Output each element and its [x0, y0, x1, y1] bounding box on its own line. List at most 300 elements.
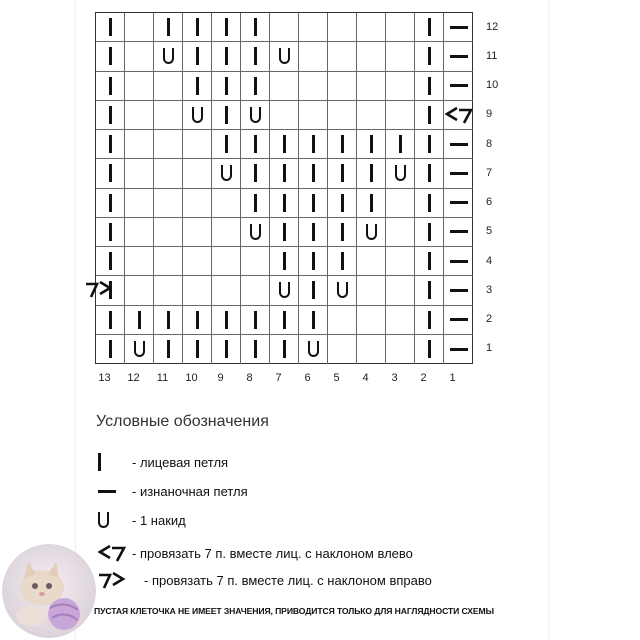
- knit-stitch-icon: [254, 194, 257, 212]
- knit-stitch-icon: [428, 77, 431, 95]
- chart-cell: [444, 42, 473, 71]
- chart-cell: [212, 101, 241, 130]
- yarn-over-icon: [279, 48, 290, 64]
- knit-stitch-icon: [109, 164, 112, 182]
- row-number: 2: [486, 313, 493, 326]
- knitting-chart-grid: [95, 12, 473, 364]
- chart-cell: [328, 306, 357, 335]
- knit-stitch-icon: [225, 77, 228, 95]
- chart-cell: [154, 42, 183, 71]
- chart-cell: [125, 276, 154, 305]
- chart-cell: [415, 335, 444, 364]
- knit-stitch-icon: [312, 252, 315, 270]
- knit-stitch-icon: [428, 252, 431, 270]
- chart-cell: [357, 101, 386, 130]
- chart-cell: [154, 13, 183, 42]
- chart-cell: [444, 306, 473, 335]
- knit-stitch-icon: [283, 223, 286, 241]
- chart-cell: [125, 335, 154, 364]
- chart-cell: [386, 13, 415, 42]
- chart-cell: [96, 218, 125, 247]
- chart-cell: [415, 72, 444, 101]
- chart-cell: [183, 247, 212, 276]
- chart-cell: [125, 130, 154, 159]
- chart-cell: [96, 306, 125, 335]
- chart-cell: [212, 130, 241, 159]
- chart-cell: [241, 130, 270, 159]
- chart-cell: [241, 218, 270, 247]
- chart-cell: [357, 306, 386, 335]
- knit-stitch-icon: [225, 340, 228, 358]
- knit-stitch-icon: [98, 453, 101, 471]
- legend-symbol: [98, 541, 132, 565]
- chart-cell: [241, 189, 270, 218]
- knit-stitch-icon: [254, 47, 257, 65]
- row-number: 8: [486, 137, 493, 150]
- chart-cell: [183, 159, 212, 188]
- chart-cell: [444, 276, 473, 305]
- chart-cell: [357, 335, 386, 364]
- chart-cell: [212, 72, 241, 101]
- chart-cell: [299, 159, 328, 188]
- chart-cell: [125, 306, 154, 335]
- chart-cell: [212, 335, 241, 364]
- chart-cell: [154, 159, 183, 188]
- chart-cell: [270, 276, 299, 305]
- purl-stitch-icon: [450, 230, 468, 233]
- chart-cell: [415, 189, 444, 218]
- knit-stitch-icon: [428, 340, 431, 358]
- chart-cell: [415, 130, 444, 159]
- chart-cell: [386, 306, 415, 335]
- chart-cell: [444, 189, 473, 218]
- chart-cell: [386, 42, 415, 71]
- chart-cell: [386, 218, 415, 247]
- chart-cell: [415, 101, 444, 130]
- chart-cell: [270, 335, 299, 364]
- chart-cell: [125, 13, 154, 42]
- purl-stitch-icon: [450, 26, 468, 29]
- chart-cell: [328, 130, 357, 159]
- knit-stitch-icon: [109, 194, 112, 212]
- chart-cell: [125, 72, 154, 101]
- row-number: 6: [486, 196, 493, 209]
- legend-symbol: [98, 568, 144, 592]
- chart-cell: [357, 13, 386, 42]
- knit-stitch-icon: [254, 311, 257, 329]
- knit-stitch-icon: [428, 311, 431, 329]
- decrease-right-icon: [98, 570, 126, 590]
- chart-cell: [444, 13, 473, 42]
- knit-stitch-icon: [428, 281, 431, 299]
- chart-cell: [241, 159, 270, 188]
- footnote: ПУСТАЯ КЛЕТОЧКА НЕ ИМЕЕТ ЗНАЧЕНИЯ, ПРИВОДИТСЯ ТОЛЬКО ДЛЯ НАГЛЯДНОСТИ СХЕМЫ: [94, 606, 494, 616]
- outside-mark: [85, 279, 113, 299]
- yarn-over-icon: [337, 282, 348, 298]
- chart-cell: [415, 42, 444, 71]
- knit-stitch-icon: [312, 281, 315, 299]
- knit-stitch-icon: [341, 164, 344, 182]
- column-number: 13: [98, 372, 111, 384]
- knit-stitch-icon: [370, 164, 373, 182]
- knit-stitch-icon: [428, 47, 431, 65]
- chart-cell: [386, 189, 415, 218]
- legend-item: [98, 541, 413, 565]
- knit-stitch-icon: [312, 135, 315, 153]
- column-number: 2: [420, 372, 427, 384]
- row-number: 5: [486, 225, 493, 238]
- chart-cell: [415, 306, 444, 335]
- chart-cell: [125, 189, 154, 218]
- chart-cell: [96, 72, 125, 101]
- knit-stitch-icon: [283, 252, 286, 270]
- knit-stitch-icon: [254, 18, 257, 36]
- column-number: 4: [362, 372, 369, 384]
- legend-item: [98, 568, 432, 592]
- purl-stitch-icon: [450, 84, 468, 87]
- knit-stitch-icon: [167, 18, 170, 36]
- yarn-over-icon: [250, 224, 261, 240]
- knit-stitch-icon: [196, 77, 199, 95]
- chart-cell: [328, 335, 357, 364]
- purl-stitch-icon: [98, 490, 116, 493]
- chart-cell: [183, 218, 212, 247]
- legend-text: - изнаночная петля: [132, 483, 248, 499]
- chart-cell: [154, 101, 183, 130]
- column-number: 6: [304, 372, 311, 384]
- chart-cell: [154, 218, 183, 247]
- chart-cell: [241, 101, 270, 130]
- knit-stitch-icon: [225, 311, 228, 329]
- knit-stitch-icon: [138, 311, 141, 329]
- chart-cell: [212, 42, 241, 71]
- row-number: 4: [486, 254, 493, 267]
- chart-cell: [328, 218, 357, 247]
- chart-cell: [299, 247, 328, 276]
- knit-stitch-icon: [428, 135, 431, 153]
- legend-item: [98, 508, 186, 532]
- yarn-over-icon: [134, 341, 145, 357]
- knit-stitch-icon: [341, 252, 344, 270]
- chart-cell: [154, 247, 183, 276]
- knit-stitch-icon: [283, 164, 286, 182]
- chart-cell: [241, 13, 270, 42]
- decrease-left-icon: [445, 105, 473, 125]
- knit-stitch-icon: [196, 18, 199, 36]
- chart-cell: [328, 72, 357, 101]
- knit-stitch-icon: [109, 47, 112, 65]
- yarn-over-icon: [192, 107, 203, 123]
- chart-cell: [154, 130, 183, 159]
- legend-symbol: [98, 479, 132, 503]
- knit-stitch-icon: [341, 135, 344, 153]
- knit-stitch-icon: [196, 47, 199, 65]
- knit-stitch-icon: [312, 223, 315, 241]
- chart-cell: [96, 335, 125, 364]
- yarn-over-icon: [366, 224, 377, 240]
- row-number: 3: [486, 283, 493, 296]
- chart-cell: [154, 72, 183, 101]
- chart-cell: [125, 159, 154, 188]
- chart-cell: [386, 247, 415, 276]
- yarn-over-icon: [98, 512, 109, 528]
- chart-cell: [125, 218, 154, 247]
- purl-stitch-icon: [450, 348, 468, 351]
- chart-cell: [357, 276, 386, 305]
- column-number: 3: [391, 372, 398, 384]
- chart-cell: [386, 101, 415, 130]
- chart-cell: [328, 13, 357, 42]
- yarn-over-icon: [395, 165, 406, 181]
- chart-cell: [328, 159, 357, 188]
- chart-cell: [96, 13, 125, 42]
- chart-cell: [299, 276, 328, 305]
- chart-cell: [299, 335, 328, 364]
- chart-cell: [299, 101, 328, 130]
- chart-cell: [270, 218, 299, 247]
- chart-cell: [299, 42, 328, 71]
- chart-cell: [96, 130, 125, 159]
- knit-stitch-icon: [225, 106, 228, 124]
- chart-cell: [96, 247, 125, 276]
- chart-cell: [241, 72, 270, 101]
- chart-cell: [357, 218, 386, 247]
- chart-cell: [357, 189, 386, 218]
- yarn-over-icon: [221, 165, 232, 181]
- chart-cell: [183, 276, 212, 305]
- knit-stitch-icon: [109, 223, 112, 241]
- knit-stitch-icon: [312, 311, 315, 329]
- chart-cell: [183, 72, 212, 101]
- column-number: 1: [449, 372, 456, 384]
- yarn-over-icon: [308, 341, 319, 357]
- knit-stitch-icon: [428, 164, 431, 182]
- chart-cell: [154, 276, 183, 305]
- yarn-over-icon: [250, 107, 261, 123]
- chart-cell: [299, 72, 328, 101]
- row-number: 9: [486, 108, 493, 121]
- chart-cell: [270, 42, 299, 71]
- chart-cell: [299, 130, 328, 159]
- chart-cell: [212, 306, 241, 335]
- purl-stitch-icon: [450, 260, 468, 263]
- knit-stitch-icon: [370, 194, 373, 212]
- chart-cell: [270, 101, 299, 130]
- legend-title: Условные обозначения: [96, 413, 269, 430]
- yarn-over-icon: [279, 282, 290, 298]
- chart-cell: [212, 247, 241, 276]
- chart-cell: [154, 306, 183, 335]
- chart-cell: [96, 159, 125, 188]
- legend-text: - провязать 7 п. вместе лиц. с наклоном вправо: [144, 572, 432, 588]
- knit-stitch-icon: [283, 135, 286, 153]
- row-number: 10: [486, 79, 499, 92]
- chart-cell: [212, 189, 241, 218]
- chart-cell: [241, 42, 270, 71]
- chart-cell: [96, 189, 125, 218]
- column-number: 9: [217, 372, 224, 384]
- knit-stitch-icon: [167, 340, 170, 358]
- chart-cell: [328, 247, 357, 276]
- knit-stitch-icon: [341, 223, 344, 241]
- chart-cell: [96, 101, 125, 130]
- chart-cell: [125, 101, 154, 130]
- chart-cell: [415, 159, 444, 188]
- chart-cell: [154, 335, 183, 364]
- chart-cell: [183, 42, 212, 71]
- chart-cell: [415, 276, 444, 305]
- chart-cell: [212, 276, 241, 305]
- column-number: 11: [156, 372, 169, 384]
- knit-stitch-icon: [312, 194, 315, 212]
- chart-cell: [357, 72, 386, 101]
- chart-cell: [183, 130, 212, 159]
- decrease-right-icon: [85, 279, 113, 299]
- knit-stitch-icon: [399, 135, 402, 153]
- row-number: 11: [486, 49, 498, 62]
- legend-text: - 1 накид: [132, 512, 186, 528]
- chart-cell: [357, 247, 386, 276]
- chart-cell: [415, 13, 444, 42]
- chart-cell: [386, 72, 415, 101]
- chart-cell: [444, 218, 473, 247]
- chart-cell: [183, 335, 212, 364]
- legend-text: - лицевая петля: [132, 454, 229, 470]
- chart-cell: [299, 13, 328, 42]
- purl-stitch-icon: [450, 318, 468, 321]
- legend-symbol: [98, 450, 132, 474]
- purl-stitch-icon: [450, 172, 468, 175]
- chart-cell: [386, 276, 415, 305]
- knit-stitch-icon: [109, 311, 112, 329]
- chart-cell: [96, 42, 125, 71]
- chart-cell: [386, 159, 415, 188]
- chart-cell: [386, 130, 415, 159]
- chart-cell: [299, 306, 328, 335]
- chart-cell: [328, 189, 357, 218]
- knit-stitch-icon: [312, 164, 315, 182]
- kitten-avatar-icon: [2, 544, 96, 638]
- knit-stitch-icon: [428, 194, 431, 212]
- chart-cell: [270, 189, 299, 218]
- legend-symbol: [98, 508, 132, 532]
- purl-stitch-icon: [450, 55, 468, 58]
- column-number: 7: [275, 372, 282, 384]
- row-number: 12: [486, 20, 499, 33]
- column-number: 10: [185, 372, 198, 384]
- chart-cell: [328, 276, 357, 305]
- knit-stitch-icon: [109, 135, 112, 153]
- yarn-over-icon: [163, 48, 174, 64]
- knit-stitch-icon: [225, 135, 228, 153]
- knit-stitch-icon: [428, 106, 431, 124]
- knit-stitch-icon: [283, 311, 286, 329]
- chart-cell: [241, 276, 270, 305]
- chart-cell: [212, 218, 241, 247]
- knit-stitch-icon: [196, 311, 199, 329]
- chart-cell: [270, 130, 299, 159]
- chart-cell: [125, 42, 154, 71]
- knit-stitch-icon: [109, 106, 112, 124]
- chart-cell: [183, 189, 212, 218]
- chart-cell: [415, 218, 444, 247]
- chart-cell: [241, 306, 270, 335]
- chart-cell: [444, 72, 473, 101]
- chart-cell: [183, 101, 212, 130]
- knit-stitch-icon: [254, 164, 257, 182]
- chart-cell: [328, 42, 357, 71]
- knit-stitch-icon: [370, 135, 373, 153]
- chart-cell: [270, 72, 299, 101]
- knit-stitch-icon: [428, 18, 431, 36]
- column-number: 5: [333, 372, 340, 384]
- knit-stitch-icon: [109, 18, 112, 36]
- chart-cell: [183, 13, 212, 42]
- decrease-left-icon: [98, 543, 126, 563]
- chart-cell: [444, 159, 473, 188]
- chart-cell: [357, 159, 386, 188]
- chart-cell: [386, 335, 415, 364]
- chart-cell: [357, 130, 386, 159]
- purl-stitch-icon: [450, 289, 468, 292]
- chart-cell: [444, 247, 473, 276]
- knit-stitch-icon: [341, 194, 344, 212]
- chart-cell: [241, 247, 270, 276]
- chart-cell: [357, 42, 386, 71]
- column-number: 8: [246, 372, 253, 384]
- chart-cell: [328, 101, 357, 130]
- chart-cell: [299, 189, 328, 218]
- knit-stitch-icon: [283, 194, 286, 212]
- chart-cell: [270, 306, 299, 335]
- knit-stitch-icon: [109, 77, 112, 95]
- knit-stitch-icon: [225, 47, 228, 65]
- legend-item: [98, 450, 228, 474]
- knit-stitch-icon: [254, 77, 257, 95]
- legend-text: - провязать 7 п. вместе лиц. с наклоном влево: [132, 545, 413, 561]
- chart-cell: [270, 247, 299, 276]
- legend-item: [98, 479, 248, 503]
- knit-stitch-icon: [196, 340, 199, 358]
- purl-stitch-icon: [450, 201, 468, 204]
- chart-cell: [444, 101, 473, 130]
- knit-stitch-icon: [254, 340, 257, 358]
- knit-stitch-icon: [254, 135, 257, 153]
- chart-cell: [444, 130, 473, 159]
- chart-cell: [212, 13, 241, 42]
- knit-stitch-icon: [167, 311, 170, 329]
- chart-cell: [270, 159, 299, 188]
- chart-cell: [299, 218, 328, 247]
- knit-stitch-icon: [225, 18, 228, 36]
- knit-stitch-icon: [428, 223, 431, 241]
- row-number: 7: [486, 166, 493, 179]
- knit-stitch-icon: [283, 340, 286, 358]
- row-number: 1: [486, 342, 493, 355]
- column-number: 12: [127, 372, 140, 384]
- chart-cell: [154, 189, 183, 218]
- chart-cell: [212, 159, 241, 188]
- chart-cell: [270, 13, 299, 42]
- chart-cell: [125, 247, 154, 276]
- chart-cell: [183, 306, 212, 335]
- knit-stitch-icon: [109, 252, 112, 270]
- chart-cell: [241, 335, 270, 364]
- chart-cell: [415, 247, 444, 276]
- chart-cell: [444, 335, 473, 364]
- knit-stitch-icon: [109, 340, 112, 358]
- purl-stitch-icon: [450, 143, 468, 146]
